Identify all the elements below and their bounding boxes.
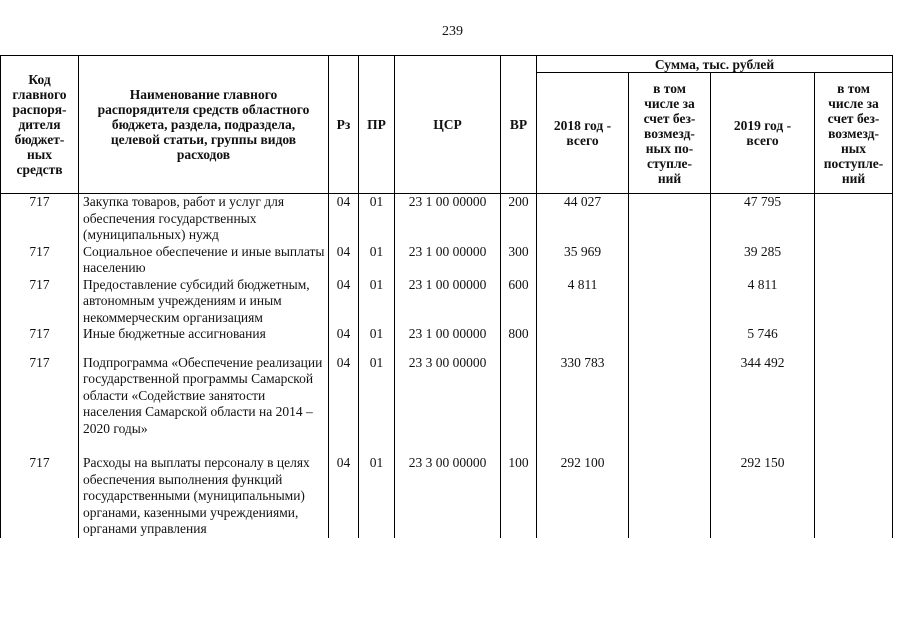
spacer-row <box>1 343 893 355</box>
cell-csr: 23 1 00 00000 <box>395 277 501 327</box>
cell-rz: 04 <box>329 355 359 438</box>
cell-pr: 01 <box>359 326 395 343</box>
cell-2018-total: 44 027 <box>537 194 629 244</box>
cell-name: Подпрограмма «Обеспечение реализации государственной программы Самарской области «Содействие занятости населения Самарской области на 2014 – 2020 годы» <box>79 355 329 438</box>
spacer-row <box>1 437 893 455</box>
cell-name: Предоставление субсидий бюджетным, автономным учреждениям и иным некоммерческим организациям <box>79 277 329 327</box>
cell-csr: 23 3 00 00000 <box>395 455 501 538</box>
cell-2018-free <box>629 355 711 438</box>
table-row <box>1 455 893 538</box>
cell-name: Расходы на выплаты персоналу в целях обеспечения выполнения функций государственными (муниципальными) органами, казенными учреждениями, органами управления <box>79 455 329 538</box>
header-sum: Сумма, тыс. рублей <box>537 56 893 73</box>
table-row <box>1 277 893 327</box>
cell-code: 717 <box>1 326 79 343</box>
table-header <box>1 56 893 194</box>
cell-name: Закупка товаров, работ и услуг для обеспечения государственных (муниципальных) нужд <box>79 194 329 244</box>
table-row <box>1 244 893 277</box>
cell-csr: 23 3 00 00000 <box>395 355 501 438</box>
table-body <box>1 194 893 538</box>
cell-2018-total: 4 811 <box>537 277 629 327</box>
cell-code: 717 <box>1 455 79 538</box>
cell-2019-free <box>815 355 893 438</box>
page-number: 239 <box>442 24 463 39</box>
cell-vr: 300 <box>501 244 537 277</box>
cell-2019-total: 39 285 <box>711 244 815 277</box>
cell-2019-total: 5 746 <box>711 326 815 343</box>
header-name: Наименование главного распорядителя средств областного бюджета, раздела, подраздела, целевой статьи, группы видов расходов <box>79 56 329 194</box>
header-2018-total: 2018 год - всего <box>537 73 629 194</box>
cell-name: Социальное обеспечение и иные выплаты населению <box>79 244 329 277</box>
cell-rz: 04 <box>329 277 359 327</box>
cell-rz: 04 <box>329 194 359 244</box>
table-row <box>1 355 893 438</box>
cell-2019-free <box>815 326 893 343</box>
cell-rz: 04 <box>329 455 359 538</box>
cell-2019-total: 292 150 <box>711 455 815 538</box>
cell-vr: 200 <box>501 194 537 244</box>
cell-2019-free <box>815 194 893 244</box>
cell-vr: 800 <box>501 326 537 343</box>
header-2019-total: 2019 год - всего <box>711 73 815 194</box>
header-2019-free: в том числе за счет без-возмезд-ных поступле-ний <box>815 73 893 194</box>
cell-2019-free <box>815 277 893 327</box>
cell-pr: 01 <box>359 455 395 538</box>
cell-pr: 01 <box>359 277 395 327</box>
cell-2019-free <box>815 455 893 538</box>
cell-csr: 23 1 00 00000 <box>395 326 501 343</box>
table-row <box>1 326 893 343</box>
header-rz: Рз <box>329 56 359 194</box>
table-row <box>1 194 893 244</box>
header-csr: ЦСР <box>395 56 501 194</box>
cell-code: 717 <box>1 355 79 438</box>
header-pr: ПР <box>359 56 395 194</box>
cell-pr: 01 <box>359 355 395 438</box>
cell-2019-total: 344 492 <box>711 355 815 438</box>
cell-2019-free <box>815 244 893 277</box>
cell-pr: 01 <box>359 194 395 244</box>
cell-2018-free <box>629 244 711 277</box>
cell-2018-total: 330 783 <box>537 355 629 438</box>
cell-2018-free <box>629 277 711 327</box>
cell-pr: 01 <box>359 244 395 277</box>
cell-code: 717 <box>1 194 79 244</box>
cell-code: 717 <box>1 277 79 327</box>
cell-2018-total: 292 100 <box>537 455 629 538</box>
cell-vr: 100 <box>501 455 537 538</box>
cell-2018-total: 35 969 <box>537 244 629 277</box>
cell-csr: 23 1 00 00000 <box>395 194 501 244</box>
cell-code: 717 <box>1 244 79 277</box>
cell-name: Иные бюджетные ассигнования <box>79 326 329 343</box>
cell-rz: 04 <box>329 244 359 277</box>
cell-csr: 23 1 00 00000 <box>395 244 501 277</box>
header-2018-free: в том числе за счет без-возмезд-ных по-ступле-ний <box>629 73 711 194</box>
cell-2018-free <box>629 455 711 538</box>
cell-2018-free <box>629 194 711 244</box>
budget-table <box>0 55 893 538</box>
cell-vr <box>501 355 537 438</box>
cell-2018-total <box>537 326 629 343</box>
cell-vr: 600 <box>501 277 537 327</box>
cell-2018-free <box>629 326 711 343</box>
cell-rz: 04 <box>329 326 359 343</box>
header-code: Код главного распоря-дителя бюджет-ных средств <box>1 56 79 194</box>
cell-2019-total: 4 811 <box>711 277 815 327</box>
header-vr: ВР <box>501 56 537 194</box>
cell-2019-total: 47 795 <box>711 194 815 244</box>
